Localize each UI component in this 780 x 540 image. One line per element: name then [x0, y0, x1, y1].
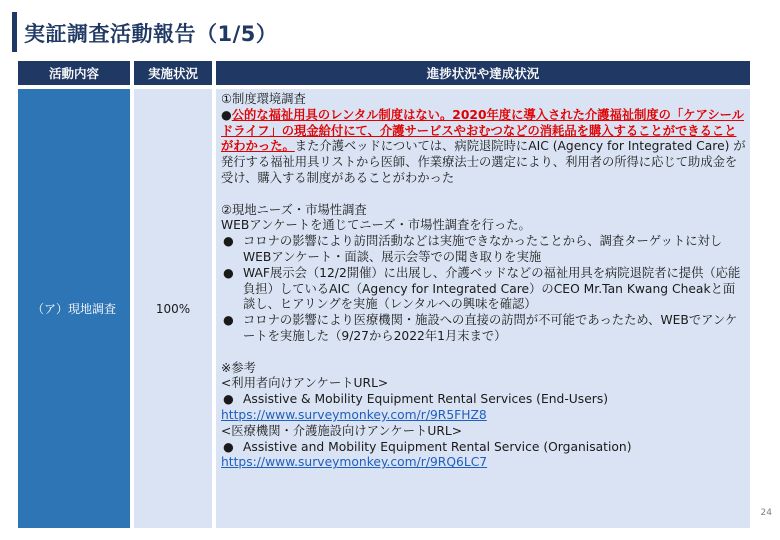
header-activity: 活動内容 — [18, 61, 130, 85]
facility-survey-title: Assistive and Mobility Equipment Rental Service (Organisation) — [243, 439, 632, 454]
facility-survey-link[interactable]: https://www.surveymonkey.com/r/9RQ6LC7 — [221, 455, 488, 470]
status-text: 100% — [155, 301, 191, 316]
section1-paragraph — [221, 108, 746, 187]
activity-text: （ア）現地調査 — [31, 302, 116, 316]
section2-heading: ②現地ニーズ・市場性調査 — [221, 202, 367, 217]
page-title: 実証調査活動報告（1/5） — [24, 22, 278, 46]
section1-rest: また介護ベッドについては、病院退院時にAIC (Agency for Integrated Care) が発行する福祉用具リストから医師、作業療法士の選定により、利用者の所得に応じて助成金を受け、購入する制度があることがわかった — [221, 139, 746, 185]
users-survey-title: Assistive & Mobility Equipment Rental Services (End-Users) — [243, 392, 609, 407]
list-item — [221, 313, 746, 345]
progress-cell — [216, 89, 750, 528]
list-item-text: WAF展示会（12/2開催）に出展し、介護ベッドなどの福祉用具を病院退院者に提供（応能負担）しているAIC（Agency for Integrated Care）のCEO Mr.Tan Kwang Cheakと面談し、ヒアリングを実施（レンタルへの興味を確認） — [243, 265, 741, 312]
list-item — [221, 234, 746, 266]
facility-survey-label: <医療機関・介護施設向けアンケートURL> — [221, 423, 463, 438]
activity-cell — [18, 89, 130, 528]
bullet-icon: ● — [223, 313, 234, 328]
header-status: 実施状況 — [134, 61, 212, 85]
bullet-icon: ● — [223, 265, 234, 280]
list-item — [221, 266, 746, 313]
notes-heading: ※参考 — [221, 360, 256, 375]
section2-intro: WEBアンケートを通じてニーズ・市場性調査を行った。 — [221, 218, 531, 233]
title-accent-bar — [12, 12, 17, 52]
users-survey-label: <利用者向けアンケートURL> — [221, 376, 389, 391]
bullet-icon: ● — [223, 234, 234, 249]
header-progress: 進捗状況や達成状況 — [216, 61, 750, 85]
list-item-text: コロナの影響により訪問活動などは実施できなかったことから、調査ターゲットに対しWEBアンケート・面談、展示会等での聞き取りを実施 — [243, 234, 723, 264]
users-survey-link[interactable]: https://www.surveymonkey.com/r/9R5FHZ8 — [221, 407, 487, 422]
list-item-text: コロナの影響により医療機関・施設への直接の訪問が不可能であったため、WEBでアンケートを実施した（9/27から2022年1月末まで） — [243, 313, 738, 343]
bullet-icon: ● — [223, 439, 234, 454]
bullet-icon: ● — [223, 392, 234, 407]
list-item — [221, 440, 746, 456]
list-item — [221, 392, 746, 408]
section1-heading: ①制度環境調査 — [221, 92, 306, 106]
page-number: 24 — [760, 508, 772, 518]
status-cell — [134, 89, 212, 528]
section1-highlight: 公的な福祉用具のレンタル制度はない。2020年度に導入された介護福祉制度の「ケアシールドライフ」の現金給付にて、介護サービスやおむつなどの消耗品を購入することができることがわかった。 — [221, 107, 745, 154]
section1-bullet-glyph: ● — [221, 107, 232, 122]
